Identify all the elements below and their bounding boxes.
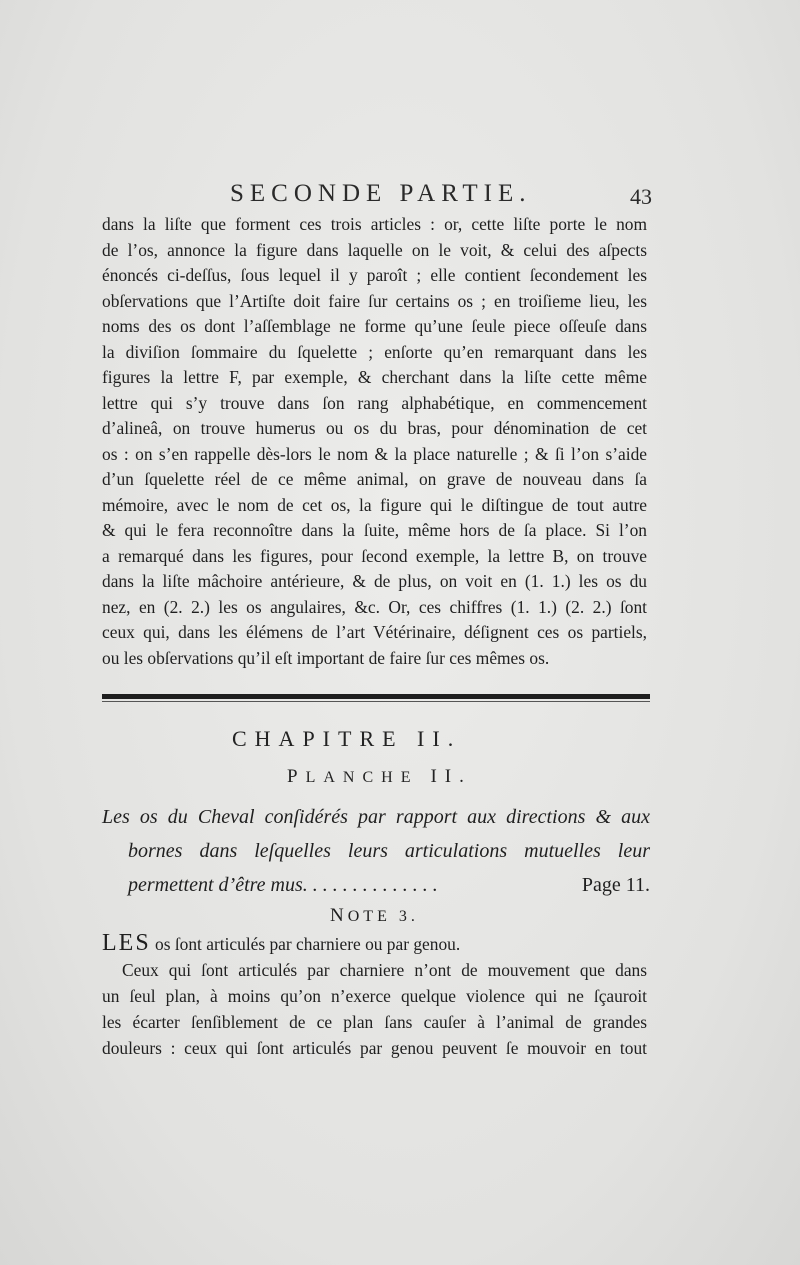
text-line: de l’os, annonce la figure dans laquelle on le voit, & celui des aſpects: [102, 239, 647, 260]
caption-line: bornes dans leſquelles leurs articulations mutuelles leur: [128, 840, 650, 862]
text-line: mémoire, avec le nom de cet os, la figure qui le diſtingue de tout autre: [102, 494, 647, 515]
section-divider-thin: [102, 701, 650, 702]
text-line: & qui le fera reconnoître dans la ſuite, même hors de ſa place. Si l’on: [102, 520, 647, 540]
note-heading: [330, 905, 419, 927]
body-paragraph: [102, 212, 647, 671]
caption-line-last: [102, 868, 650, 902]
text-line: dans la liſte mâchoire antérieure, & de plus, on voit en (1. 1.) les os du: [102, 571, 647, 591]
plate-caption: [102, 800, 650, 902]
text-line: la diviſion ſommaire du ſquelette ; enſorte qu’en remarquant dans les: [102, 341, 647, 362]
text-line: nez, en (2. 2.) les os angulaires, &c. Or, ces chiffres (1. 1.) (2. 2.) ſont: [102, 596, 647, 617]
section-divider: [102, 694, 650, 699]
text-line: obſervations que l’Artiſte doit faire ſur certains os ; en troiſieme lieu, les: [102, 290, 647, 311]
text-line: dans la liſte que forment ces trois articles : or, cette liſte porte le nom: [102, 214, 647, 234]
note-text: [102, 930, 647, 1061]
text-line: noms des os dont l’aſſemblage ne forme qu’une ſeule piece oſſeuſe dans: [102, 316, 647, 336]
text-line: les écarter ſenſiblement de ce plan ſans cauſer à l’animal de grandes: [102, 1012, 647, 1032]
page-header: [100, 180, 652, 214]
note-number: 3.: [398, 908, 419, 925]
caption-line: Les os du Cheval conſidérés par rapport aux directions & aux: [102, 806, 650, 828]
text-line: os : on s’en rappelle dès-lors le nom & la place naturelle ; & ſi l’on s’aide: [102, 443, 647, 464]
drop-cap: LES: [102, 930, 151, 956]
chapter-heading: CHAPITRE II.: [232, 726, 462, 751]
text-line: lettre qui s’y trouve dans ſon rang alphabétique, en commencement: [102, 392, 647, 413]
text-line: douleurs : ceux qui ſont articulés par genou peuvent ſe mouvoir en tout: [102, 1038, 647, 1058]
page-number: 43: [630, 184, 652, 209]
text-line: un ſeul plan, à moins qu’on n’exerce quelque violence qui ne ſçauroit: [102, 986, 647, 1006]
text-line: d’un ſquelette réel de ce même animal, on grave de nouveau dans ſa: [102, 469, 647, 489]
text-line: ceux qui, dans les élémens de l’art Vétérinaire, déſignent ces os partiels,: [102, 622, 647, 642]
page-reference: Page 11.: [581, 874, 650, 896]
running-head: SECONDE PARTIE.: [230, 180, 532, 207]
text-line: a remarqué dans les figures, pour ſecond exemple, la lettre B, on trouve: [102, 545, 647, 566]
text-line: énoncés ci-deſſus, ſous lequel il y paroît ; elle contient ſecondement les: [102, 265, 647, 285]
caption-line: permettent d’être mus. . . . . . . . . . . . . .: [128, 874, 438, 896]
text-line: figures la lettre F, par exemple, & cherchant dans la liſte cette même: [102, 367, 647, 387]
plate-number: II.: [430, 766, 472, 787]
text-line: Ceux qui ſont articulés par charniere n’ont de mouvement que dans: [122, 960, 647, 980]
plate-heading: [287, 766, 472, 788]
plate-heading-initial: P: [287, 766, 306, 787]
plate-heading-rest: LANCHE: [305, 769, 419, 786]
text-line: d’alineâ, on trouve humerus ou os du bras, pour dénomination de cet: [102, 418, 647, 438]
text-line: ou les obſervations qu’il eſt important de faire ſur ces mêmes os.: [102, 647, 550, 668]
text-line: [102, 930, 647, 957]
text-line-rest: os ſont articulés par charniere ou par genou.: [150, 934, 461, 954]
note-heading-rest: OTE: [347, 908, 391, 925]
note-heading-initial: N: [330, 905, 348, 926]
